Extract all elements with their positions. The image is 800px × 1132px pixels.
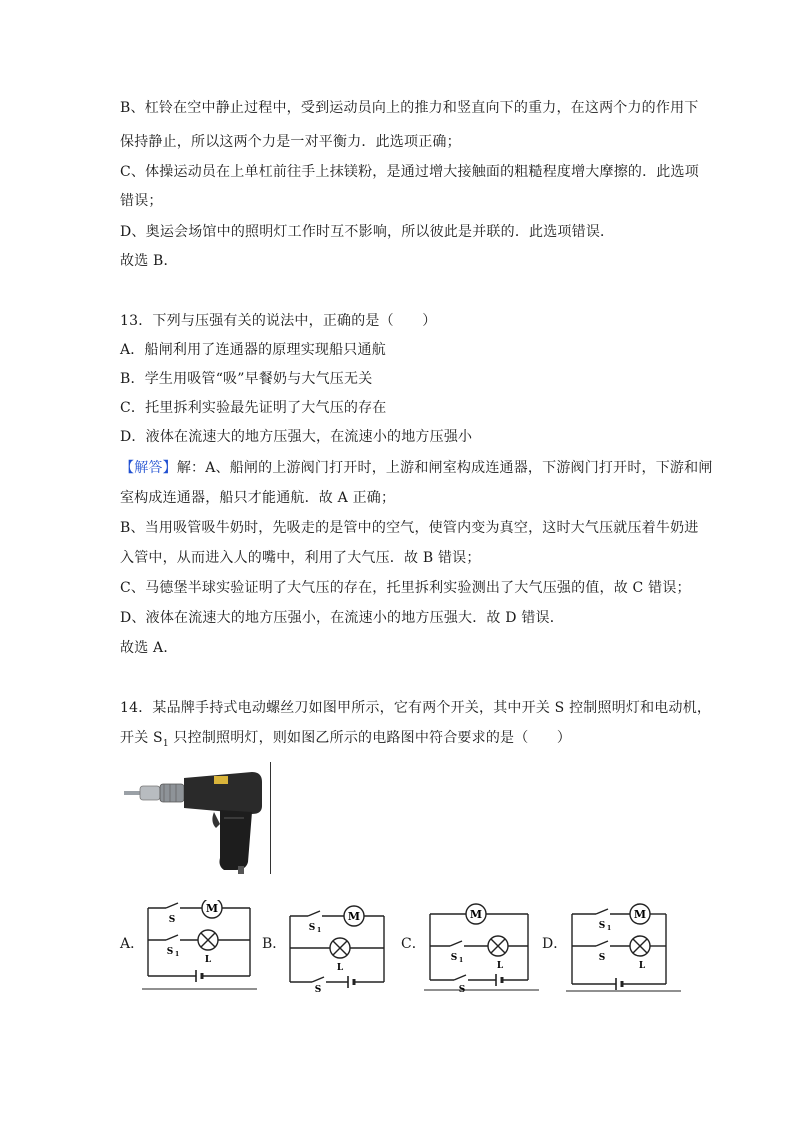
q13-answer-line: D、液体在流速大的地方压强小，在流速小的地方压强大．故 D 错误． [120,610,564,626]
q13-stem: 13．下列与压强有关的说法中，正确的是（ ） [120,313,437,329]
solution-conclusion: 故选 B． [120,253,178,269]
q14-stem-sub: 1 [162,738,169,749]
q14-stem-line1: 14．某品牌手持式电动螺丝刀如图甲所示，它有两个开关，其中开关 S 控制照明灯和电动机， [120,700,712,716]
motor-symbol: M [347,910,361,923]
q14-stem-post: 只控制照明灯，则如图乙所示的电路图中符合要求的是（ ） [168,730,572,746]
option-c-label: C． [401,936,426,952]
circuit-b[interactable] [284,900,399,992]
q13-answer-line: 入管中，从而进入人的嘴中，利用了大气压．故 B 错误； [120,550,481,566]
switch-label: S [314,985,322,992]
q13-option-c: C．托里拆利实验最先证明了大气压的存在 [120,400,387,416]
switch1-label: S [166,947,174,957]
switch1-subscript: 1 [175,951,180,958]
q13-answer-line: 室构成连通器，船只才能通航．故 A 正确； [120,490,396,506]
lamp-label: L [336,963,344,973]
option-d-label: D． [542,936,568,952]
lamp-label: L [496,961,504,971]
q14-stem-pre: 开关 S [120,730,163,746]
q14-stem-line2 [120,728,571,754]
circuit-d[interactable] [566,900,681,992]
motor-symbol: M [633,908,647,921]
option-b-label: B． [262,936,287,952]
solution-line-c-cont: 错误； [120,193,163,209]
motor-symbol: M [469,908,483,921]
lamp-label: L [638,961,646,971]
q13-answer-line: B、当用吸管吸牛奶时，先吸走的是管中的空气，使管内变为真空，这时大气压就压着牛奶进 [120,520,699,536]
q13-answer-first-line [120,458,713,478]
switch1-label: S [308,923,316,933]
solution-line-c: C、体操运动员在上单杠前往手上抹镁粉，是通过增大接触面的粗糙程度增大摩擦的．此选项 [120,164,699,180]
circuit-a[interactable] [142,900,257,992]
motor-symbol: M [205,902,219,915]
q13-conclusion: 故选 A． [120,640,178,656]
switch-label: S [168,915,176,925]
screwdriver-photo [120,762,271,874]
lamp-label: L [204,955,212,965]
solution-line-b: B、杠铃在空中静止过程中，受到运动员向上的推力和竖直向下的重力，在这两个力的作用下 [120,100,699,116]
q13-answer-line: C、马德堡半球实验证明了大气压的存在，托里拆利实验测出了大气压强的值，故 C 错误； [120,580,691,596]
answer-tag: 【解答】 [120,460,177,476]
q13-option-b: B．学生用吸管“吸”早餐奶与大气压无关 [120,371,373,387]
switch1-label: S [598,921,606,931]
solution-line-b-cont: 保持静止，所以这两个力是一对平衡力．此选项正确； [120,134,461,150]
switch-label: S [598,953,606,963]
switch1-subscript: 1 [607,925,612,932]
switch-label: S [458,985,466,992]
switch1-subscript: 1 [459,957,464,964]
switch1-subscript: 1 [317,927,322,934]
switch1-label: S [450,953,458,963]
solution-line-d: D、奥运会场馆中的照明灯工作时互不影响，所以彼此是并联的．此选项错误． [120,224,615,240]
option-a-label: A． [120,936,145,952]
q13-option-a: A．船闸利用了连通器的原理实现船只通航 [120,342,386,358]
q13-option-d: D．液体在流速大的地方压强大，在流速小的地方压强小 [120,429,473,445]
circuit-c[interactable] [424,900,539,992]
answer-text: 解：A、船闸的上游阀门打开时，上游和闸室构成连通器，下游阀门打开时，下游和闸 [176,460,713,476]
